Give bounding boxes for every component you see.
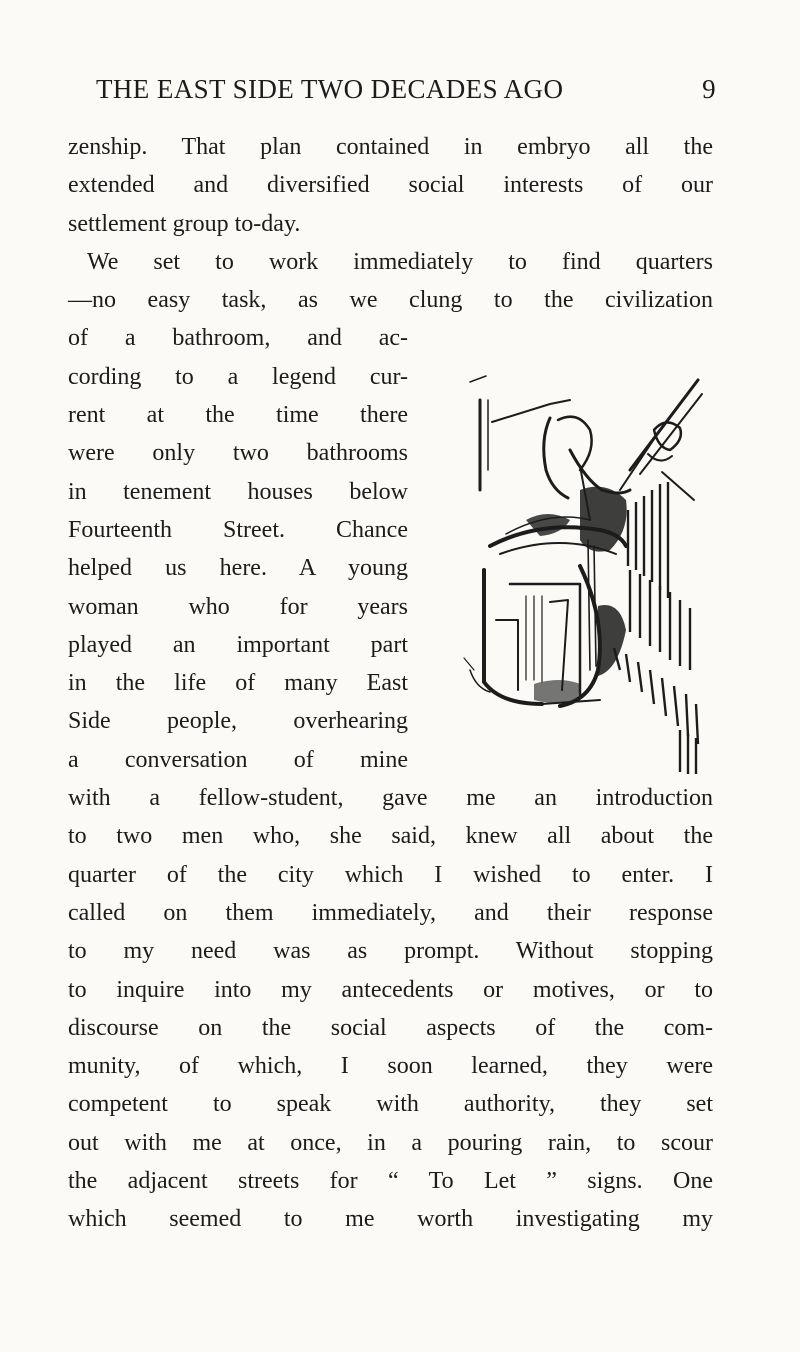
text-line: quarter of the city which I wished to enter. I bbox=[68, 861, 713, 888]
text-line: to my need was as prompt. Without stopping bbox=[68, 938, 713, 965]
text-line: which seemed to me worth investigating my bbox=[68, 1206, 713, 1233]
text-line: with a fellow-student, gave me an introduction bbox=[68, 785, 713, 812]
text-line: in the life of many East bbox=[68, 670, 408, 697]
text-line: rent at the time there bbox=[68, 402, 408, 429]
page-number: 9 bbox=[702, 74, 716, 104]
running-head bbox=[96, 74, 716, 110]
text-line: of a bathroom, and ac- bbox=[68, 325, 408, 352]
text-line: Fourteenth Street. Chance bbox=[68, 516, 408, 543]
text-line: to two men who, she said, knew all about the bbox=[68, 823, 713, 850]
text-line: to inquire into my antecedents or motives, or to bbox=[68, 976, 713, 1003]
text-line: munity, of which, I soon learned, they were bbox=[68, 1053, 713, 1080]
text-line: the adjacent streets for “ To Let ” signs. One bbox=[68, 1168, 713, 1195]
text-line: zenship. That plan contained in embryo all the bbox=[68, 134, 713, 160]
text-line: out with me at once, in a pouring rain, to scour bbox=[68, 1129, 713, 1156]
text-line: called on them immediately, and their response bbox=[68, 899, 713, 926]
text-line: Side people, overhearing bbox=[68, 708, 408, 735]
text-line: competent to speak with authority, they set bbox=[68, 1091, 713, 1118]
text-line: played an important part bbox=[68, 631, 408, 658]
text-line: helped us here. A young bbox=[68, 555, 408, 582]
text-line: cording to a legend cur- bbox=[68, 363, 408, 390]
bathtub-sketch bbox=[430, 370, 708, 780]
text-line: extended and diversified social interests of our bbox=[68, 172, 713, 199]
text-line: We set to work immediately to find quarters bbox=[87, 248, 713, 275]
text-line: settlement group to-day. bbox=[68, 210, 301, 237]
text-line: a conversation of mine bbox=[68, 746, 408, 773]
running-head-title: THE EAST SIDE TWO DECADES AGO bbox=[96, 74, 564, 104]
text-line: discourse on the social aspects of the com- bbox=[68, 1014, 713, 1041]
bathtub-illustration bbox=[430, 370, 708, 780]
text-line: in tenement houses below bbox=[68, 478, 408, 505]
text-line: woman who for years bbox=[68, 593, 408, 620]
text-line: were only two bathrooms bbox=[68, 440, 408, 467]
text-line: —no easy task, as we clung to the civilization bbox=[68, 287, 713, 314]
